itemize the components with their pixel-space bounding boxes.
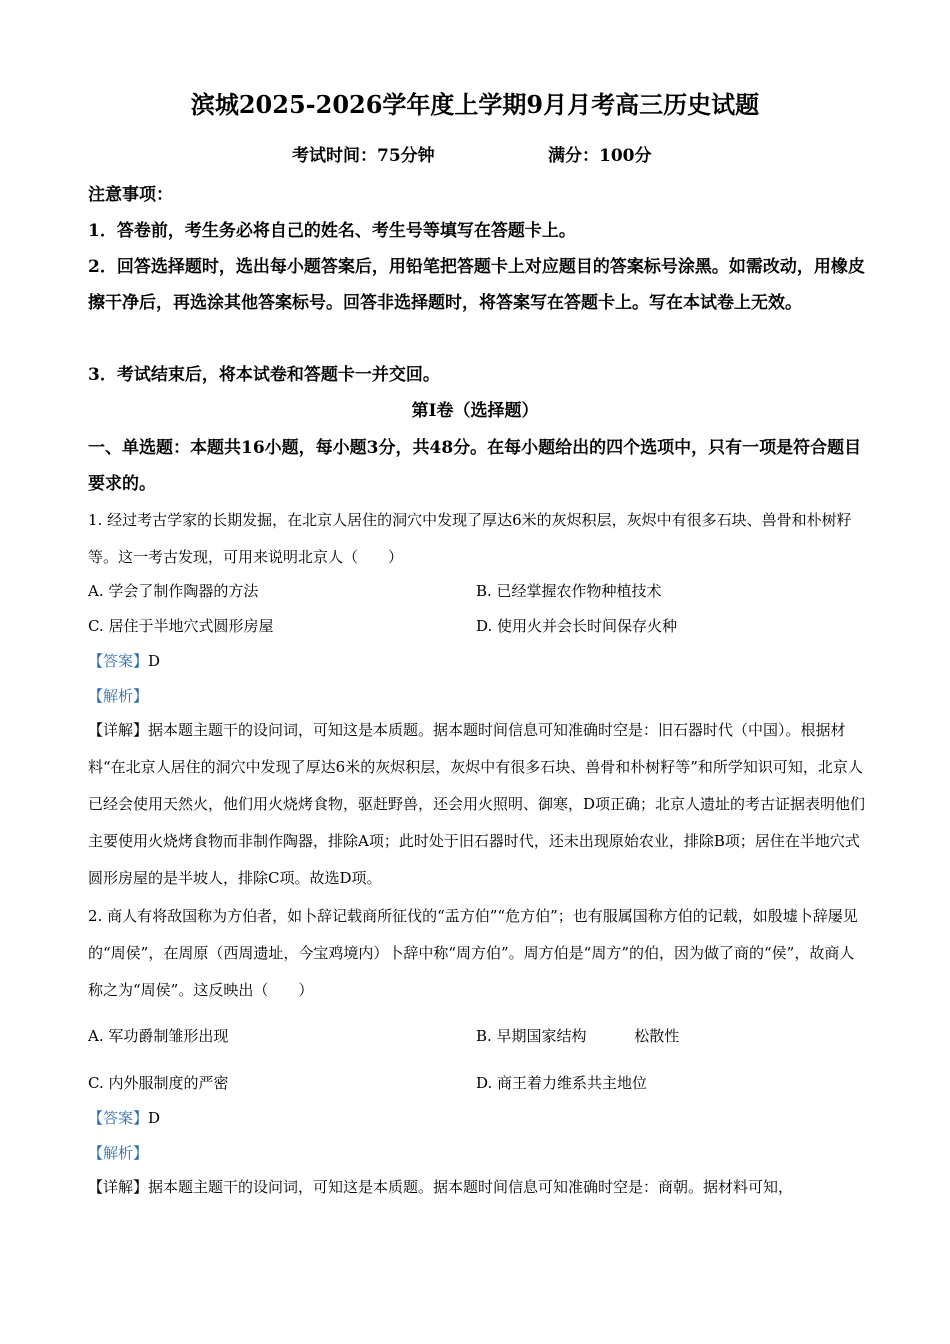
- question-1-option-b: B. 已经掌握农作物种植技术: [476, 582, 662, 600]
- detail-tag: 【详解】: [88, 1178, 149, 1196]
- notice-item-2: 2．回答选择题时，选出每小题答案后，用铅笔把答题卡上对应题目的答案标号涂黑。如需改动，用橡皮擦干净后，再选涂其他答案标号。回答非选择题时，将答案写在答题卡上。写在本试卷上无效。: [88, 257, 865, 313]
- question-1-detail: [88, 712, 868, 897]
- question-2-detail: [88, 1169, 868, 1206]
- question-1-analysis: [88, 681, 148, 711]
- question-1-answer: [88, 646, 160, 676]
- part-title: 第Ⅰ卷（选择题）: [411, 401, 539, 421]
- exam-title: 滨城2025-2026学年度上学期9月月考高三历史试题: [190, 90, 760, 119]
- full-score: 满分：100分: [548, 146, 652, 166]
- question-1-stem: 1. 经过考古学家的长期发掘，在北京人居住的洞穴中发现了厚达6米的灰烬积层，灰烬中有很多石块、兽骨和朴树籽等。这一考古发现，可用来说明北京人（ ）: [88, 511, 852, 566]
- answer-value: D: [148, 652, 161, 670]
- answer-value: D: [148, 1109, 161, 1127]
- notice-item-3: 3．考试结束后，将本试卷和答题卡一并交回。: [88, 365, 440, 385]
- question-2-option-b: B. 早期国家结构 松散性: [476, 1027, 680, 1045]
- question-2-option-d: D. 商王着力维系共主地位: [476, 1074, 648, 1092]
- notice-item-1: 1．答卷前，考生务必将自己的姓名、考生号等填写在答题卡上。: [88, 221, 576, 241]
- analysis-tag: 【解析】: [88, 687, 149, 705]
- question-1-option-c: C. 居住于半地穴式圆形房屋: [88, 617, 274, 635]
- answer-tag: 【答案】: [88, 652, 149, 670]
- question-2-stem: 2. 商人有将敌国称为方伯者，如卜辞记载商所征伐的“盂方伯”“危方伯”；也有服属国称方伯的记载，如殷墟卜辞屡见的“周侯”，在周原（西周遗址，今宝鸡境内）卜辞中称“周方伯”。周方伯是“周方”的伯，因为做了商的“侯”，故商人称之为“周侯”。这反映出（ ）: [88, 907, 858, 999]
- answer-tag: 【答案】: [88, 1109, 149, 1127]
- question-2-answer: [88, 1103, 160, 1133]
- analysis-tag: 【解析】: [88, 1144, 149, 1162]
- notice-title: 注意事项：: [88, 185, 173, 205]
- detail-tag: 【详解】: [88, 721, 149, 739]
- question-2-analysis: [88, 1138, 148, 1168]
- detail-text: 据本题主题干的设问词，可知这是本质题。据本题时间信息可知准确时空是：旧石器时代（中国）。根据材料“在北京人居住的洞穴中发现了厚达6米的灰烬积层，灰烬中有很多石块、兽骨和朴树籽等”和所学知识可知，北京人已经会使用天然火，他们用火烧烤食物，驱赶野兽，还会用火照明、御寒，D项正确；北京人遗址的考古证据表明他们主要使用火烧烤食物而非制作陶器，排除A项；此时处于旧石器时代，还未出现原始农业，排除B项；居住在半地穴式圆形房屋的是半坡人，排除C项。故选D项。: [88, 721, 866, 887]
- question-1-option-d: D. 使用火并会长时间保存火种: [476, 617, 678, 635]
- question-2-option-c: C. 内外服制度的严密: [88, 1074, 229, 1092]
- exam-time: 考试时间：75分钟: [292, 146, 435, 166]
- question-1-option-a: A. 学会了制作陶器的方法: [88, 582, 259, 600]
- part-intro: 一、单选题：本题共16小题，每小题3分，共48分。在每小题给出的四个选项中，只有一项是符合题目要求的。: [88, 438, 862, 494]
- question-2-option-a: A. 军功爵制雏形出现: [88, 1027, 229, 1045]
- detail-text: 据本题主题干的设问词，可知这是本质题。据本题时间信息可知准确时空是：商朝。据材料可知，: [148, 1178, 794, 1196]
